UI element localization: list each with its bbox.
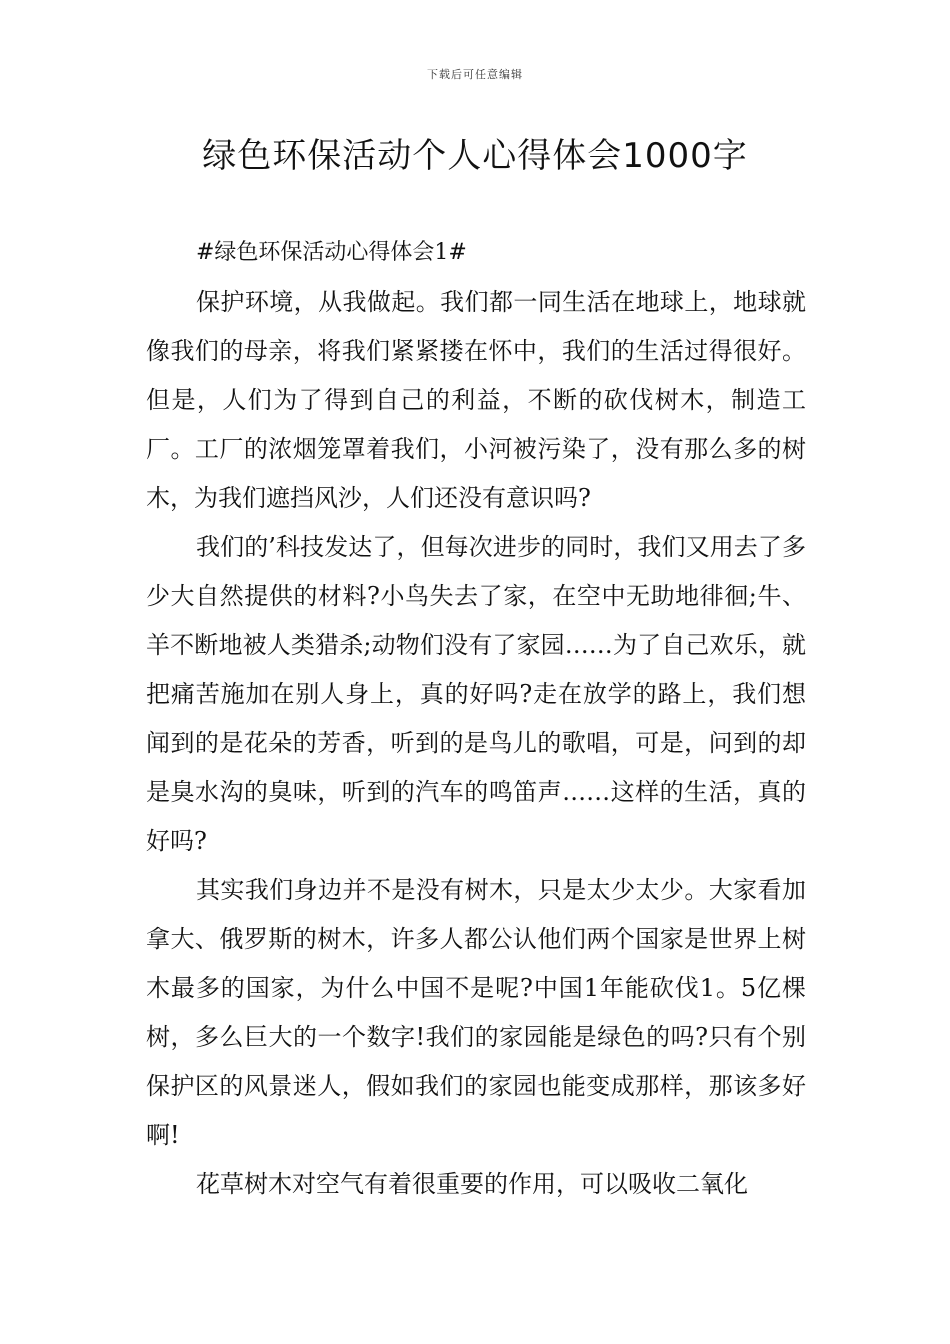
section-heading: #绿色环保活动心得体会1# [196,240,467,265]
document-title: 绿色环保活动个人心得体会1000字 [202,136,748,176]
header-note: 下载后可任意编辑 [427,68,523,81]
paragraph-3: 其实我们身边并不是没有树木，只是太少太少。大家看加拿大、俄罗斯的树木，许多人都公认他们两个国家是世界上树木最多的国家，为什么中国不是呢?中国1年能砍伐1。5亿棵树，多么巨大的一个数字!我们的家园能是绿色的吗?只有个别保护区的风景迷人，假如我们的家园也能变成那样，那该多好啊! [146,876,806,1149]
paragraph-4: 花草树木对空气有着很重要的作用，可以吸收二氧化 [196,1170,748,1198]
document-body [146,228,806,1209]
paragraph-2: 我们的’科技发达了，但每次进步的同时，我们又用去了多少大自然提供的材料?小鸟失去了家，在空中无助地徘徊;牛、羊不断地被人类猎杀;动物们没有了家园……为了自己欢乐，就把痛苦施加在别人身上，真的好吗?走在放学的路上，我们想闻到的是花朵的芳香，听到的是鸟儿的歌唱，可是，问到的却是臭水沟的臭味，听到的汽车的鸣笛声……这样的生活，真的好吗? [146,533,806,855]
paragraph-1: 保护环境，从我做起。我们都一同生活在地球上，地球就像我们的母亲，将我们紧紧搂在怀中，我们的生活过得很好。但是，人们为了得到自己的利益，不断的砍伐树木，制造工厂。工厂的浓烟笼罩着我们，小河被污染了，没有那么多的树木，为我们遮挡风沙，人们还没有意识吗? [146,288,806,512]
